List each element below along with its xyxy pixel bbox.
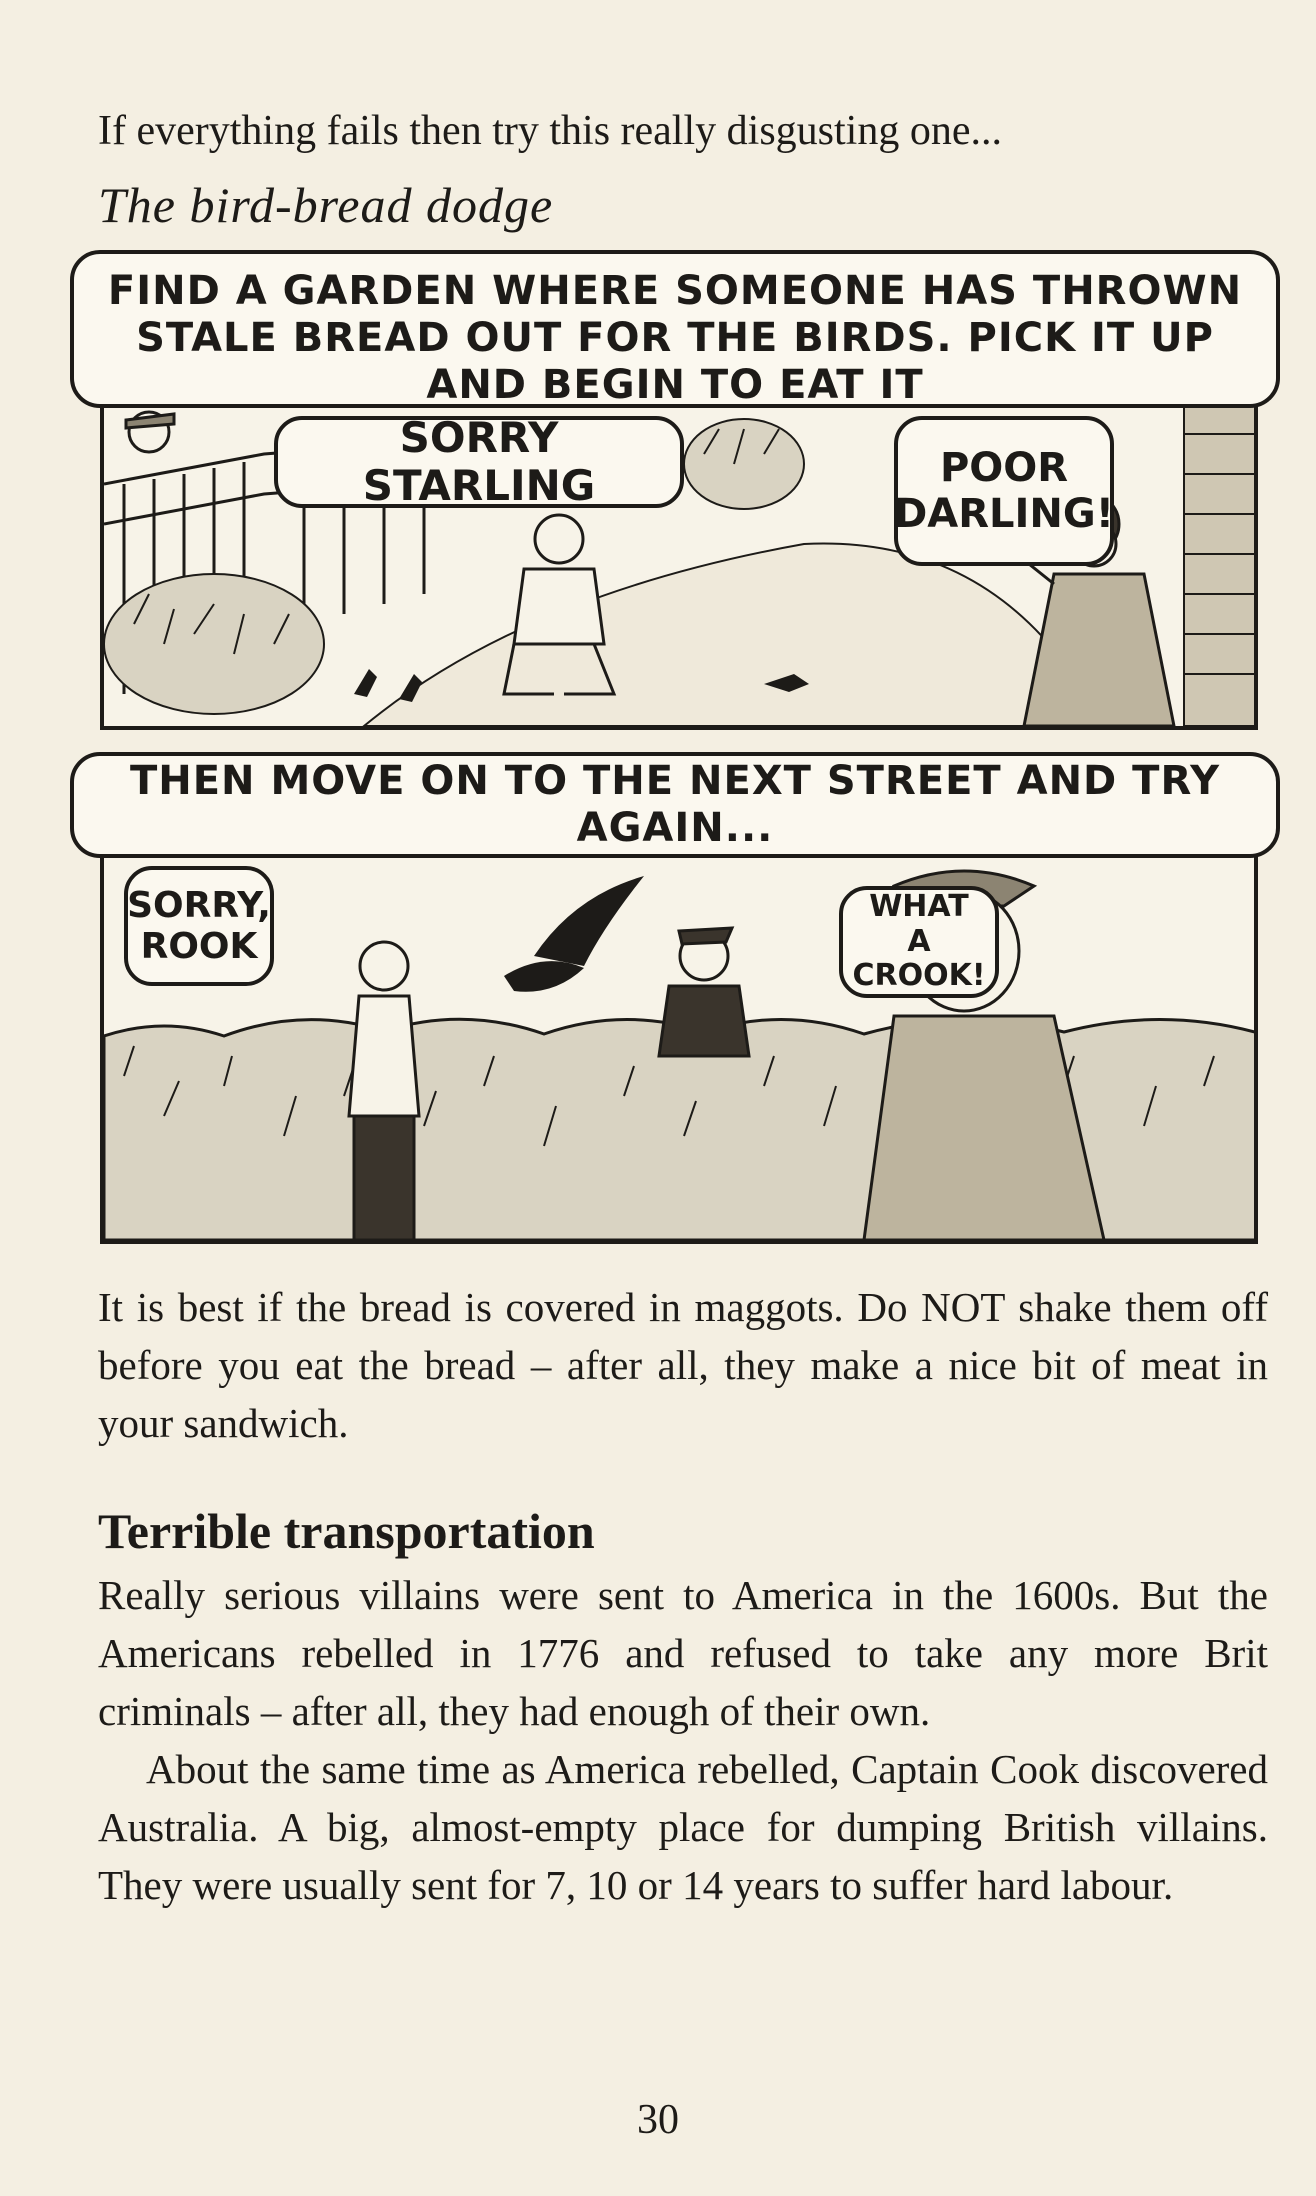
bubble-sorry-rook-line2: ROOK xyxy=(140,926,258,967)
bubble-poor-darling-line1: POOR xyxy=(939,445,1069,491)
bubble-sorry-rook-line1: SORRY, xyxy=(127,884,271,926)
maggots-paragraph-text: It is best if the bread is covered in maggots. Do NOT shake them off before you eat the bread – after all, they make a nice bit of meat in your sandwich. xyxy=(98,1284,1268,1446)
section-body xyxy=(98,1566,1268,1914)
bubble-sorry-starling: SORRY STARLING xyxy=(274,416,684,508)
maggots-paragraph xyxy=(98,1278,1268,1452)
section-heading: Terrible transportation xyxy=(98,1503,595,1559)
section-paragraph-2: About the same time as America rebelled, Captain Cook discovered Australia. A big, almost-empty place for dumping British villains. They were usually sent for 7, 10 or 14 years to suffer hard labour. xyxy=(98,1746,1268,1908)
bubble-what-a-crook xyxy=(839,886,999,998)
bubble-sorry-rook xyxy=(124,866,274,986)
comic-panel-2 xyxy=(70,752,1280,1240)
bubble-what-a-crook-line1: WHAT A xyxy=(869,889,969,959)
subheading: The bird-bread dodge xyxy=(98,177,554,233)
bubble-poor-darling-line2: DARLING! xyxy=(894,491,1114,537)
bubble-poor-darling xyxy=(894,416,1114,566)
panel-2-scene xyxy=(100,852,1258,1244)
panel-1-scene xyxy=(100,390,1258,730)
comic-panel-1 xyxy=(70,250,1280,730)
page-number: 30 xyxy=(637,2097,679,2143)
section-paragraph-1: Really serious villains were sent to America in the 1600s. But the Americans rebelled in 1776 and refused to take any more Brit criminals – after all, they had enough of their own. xyxy=(98,1572,1268,1734)
bubble-what-a-crook-line2: CROOK! xyxy=(852,958,986,994)
panel-1-caption: FIND A GARDEN WHERE SOMEONE HAS THROWN STALE BREAD OUT FOR THE BIRDS. PICK IT UP AND BEGIN TO EAT IT xyxy=(70,250,1280,408)
intro-line: If everything fails then try this really disgusting one... xyxy=(98,108,1002,154)
hedge-illustration xyxy=(104,856,1258,1240)
panel-2-caption: THEN MOVE ON TO THE NEXT STREET AND TRY AGAIN... xyxy=(70,752,1280,858)
